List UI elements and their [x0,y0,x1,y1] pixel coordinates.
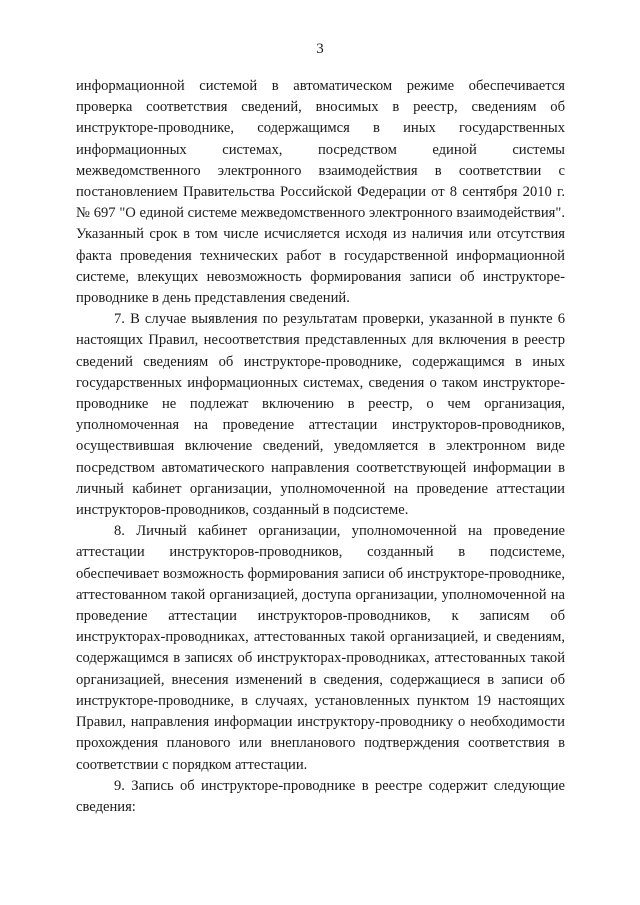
document-body [76,76,565,818]
paragraph-item-7: 7. В случае выявления по результатам проверки, указанной в пункте 6 настоящих Правил, несоответствия представленных для включения в реестр сведений сведениям об инструкторе-проводнике, содержащимся в иных государственных информационных системах, сведения о таком инструкторе-проводнике не подлежат включению в реестр, о чем организация, уполномоченная на проведение аттестации инструкторов-проводников, осуществившая включение сведений, уведомляется в электронном виде посредством автоматического направления соответствующей информации в личный кабинет организации, уполномоченной на проведение аттестации инструкторов-проводников, созданный в подсистеме. [76,311,565,519]
paragraph-item-8: 8. Личный кабинет организации, уполномоченной на проведение аттестации инструкторов-проводников, созданный в подсистеме, обеспечивает возможность формирования записи об инструкторе-проводнике, аттестованном такой организацией, доступа организации, уполномоченной на проведение аттестации инструкторов-проводников, к записям об инструкторах-проводниках, аттестованных такой организацией, и сведениям, содержащимся в записях об инструкторах-проводниках, аттестованных такой организацией, внесения изменений в сведения, содержащиеся в записи об инструкторе-проводнике, в случаях, установленных пунктом 19 настоящих Правил, направления информации инструктору-проводнику о необходимости прохождения планового или внепланового подтверждения соответствия в соответствии с порядком аттестации. [76,523,565,773]
page-number: 3 [316,41,324,57]
paragraph-item-9: 9. Запись об инструкторе-проводнике в реестре содержит следующие сведения: [76,777,565,815]
paragraph-continuation: информационной системой в автоматическом режиме обеспечивается проверка соответствия сведений, вносимых в реестр, сведениям об инструкторе-проводнике, содержащимся в иных государственных информационных системах, посредством единой системы межведомственного электронного взаимодействия в соответствии с постановлением Правительства Российской Федерации от 8 сентября 2010 г. № 697 "О единой системе межведомственного электронного взаимодействия". Указанный срок в том числе исчисляется исходя из наличия или отсутствия факта проведения технических работ в государственной информационной системе, влекущих невозможность формирования записи об инструкторе-проводнике в день представления сведений. [76,78,565,307]
